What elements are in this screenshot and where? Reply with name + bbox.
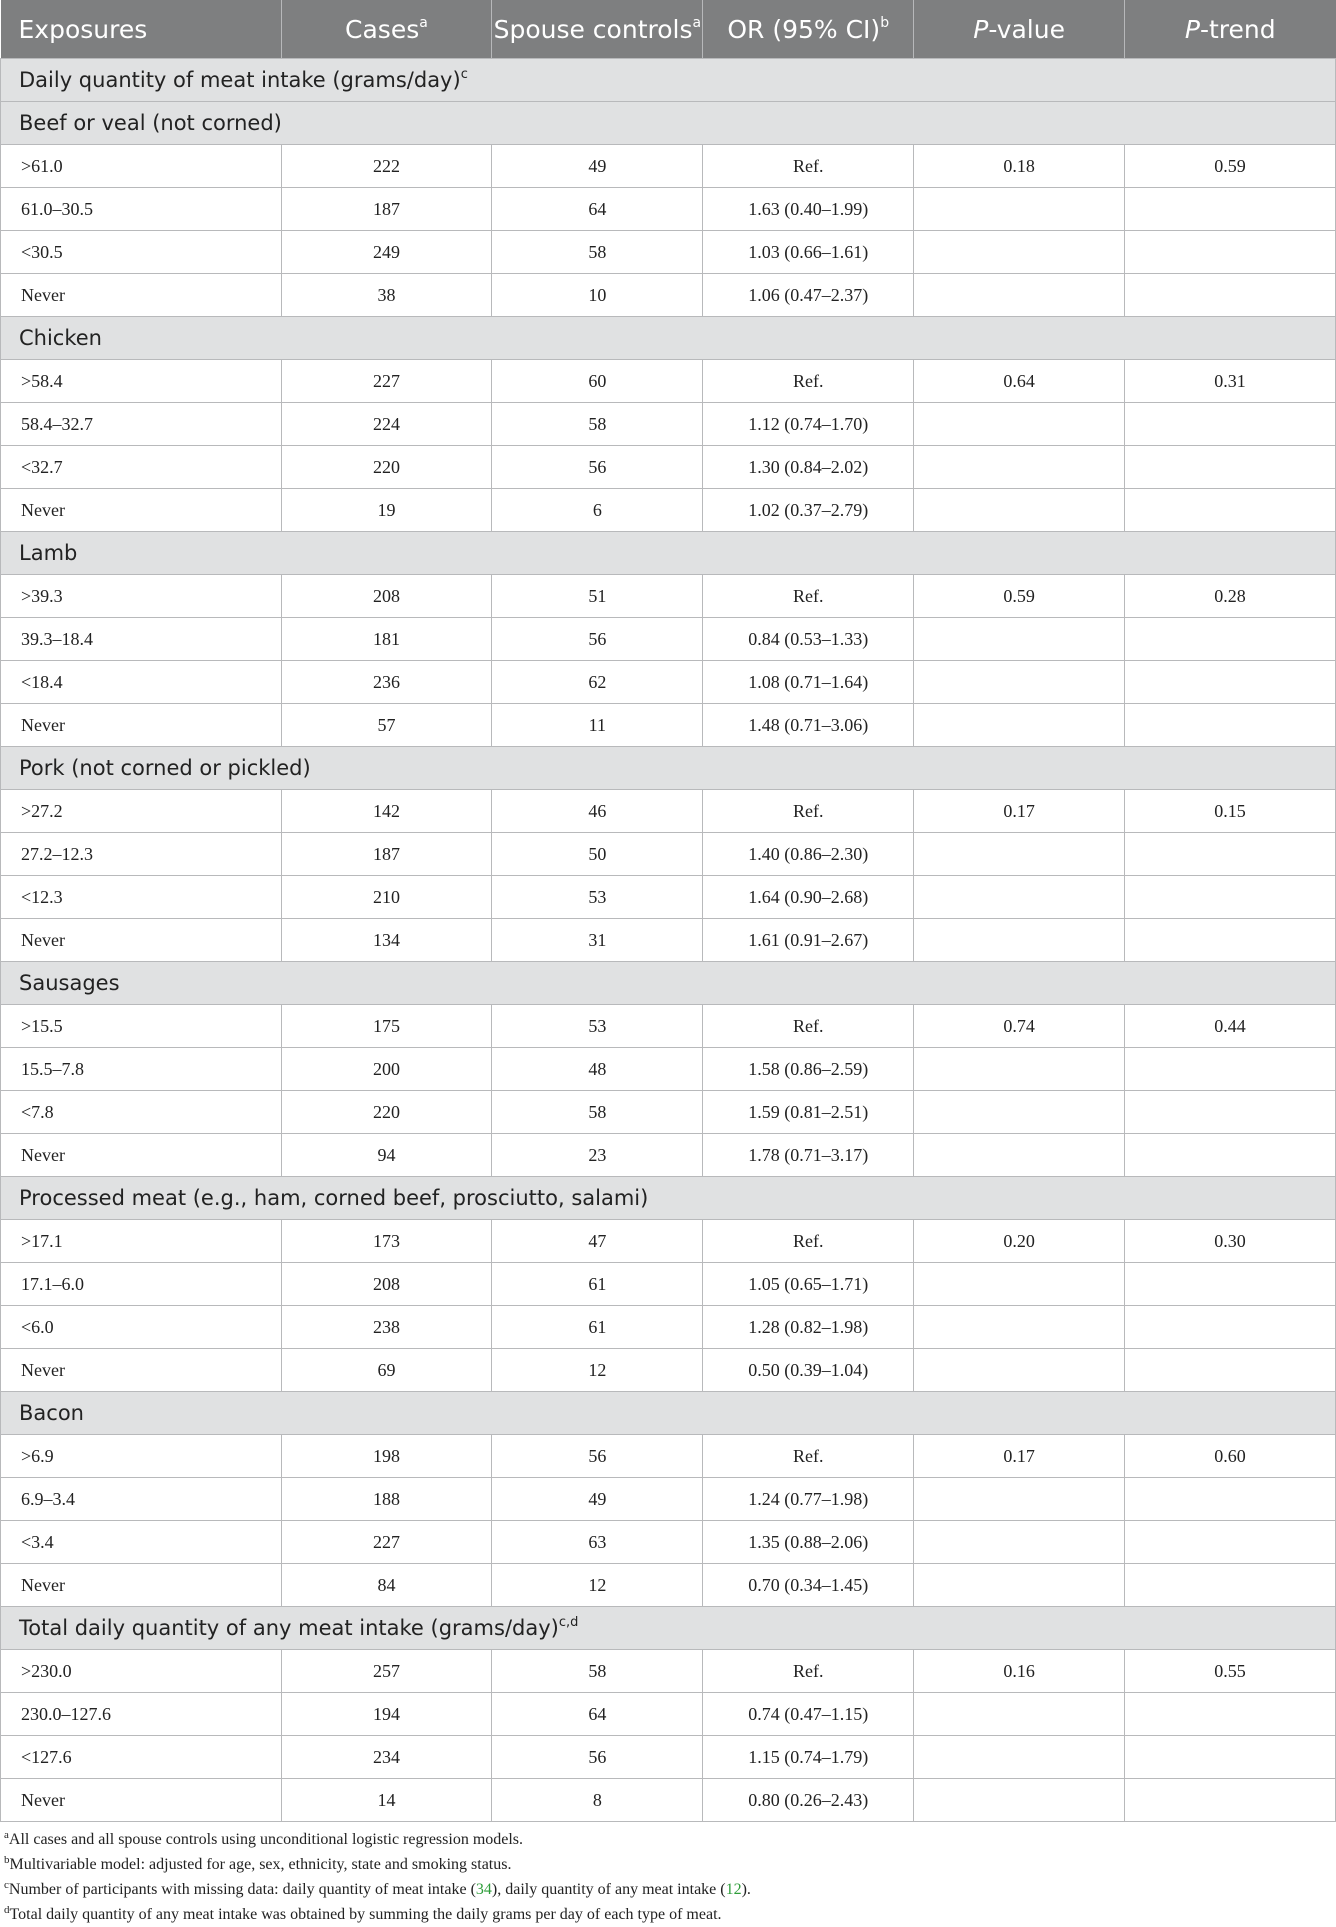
table-row bbox=[1, 1650, 1336, 1693]
table-row bbox=[1, 145, 1336, 188]
table-row bbox=[1, 489, 1336, 532]
p-trend-cell bbox=[1125, 919, 1336, 962]
reference-link-12[interactable]: 12 bbox=[725, 1881, 742, 1898]
p-trend-cell bbox=[1125, 188, 1336, 231]
group-label: Chicken bbox=[1, 317, 1336, 360]
or-ci-cell: 1.40 (0.86–2.30) bbox=[703, 833, 914, 876]
group-header-row bbox=[1, 532, 1336, 575]
p-value-cell bbox=[914, 188, 1125, 231]
group-header-row bbox=[1, 747, 1336, 790]
group-label: Pork (not corned or pickled) bbox=[1, 747, 1336, 790]
exposure-cell: >61.0 bbox=[1, 145, 282, 188]
spouse-controls-cell: 48 bbox=[492, 1048, 703, 1091]
spouse-controls-cell: 61 bbox=[492, 1263, 703, 1306]
p-value-cell bbox=[914, 1478, 1125, 1521]
or-ci-cell: 0.70 (0.34–1.45) bbox=[703, 1564, 914, 1607]
exposure-cell: Never bbox=[1, 704, 282, 747]
cases-cell: 236 bbox=[281, 661, 492, 704]
header-p-value: P-value bbox=[914, 0, 1125, 59]
or-ci-cell: 1.24 (0.77–1.98) bbox=[703, 1478, 914, 1521]
spouse-controls-cell: 60 bbox=[492, 360, 703, 403]
p-trend-cell bbox=[1125, 446, 1336, 489]
cases-cell: 38 bbox=[281, 274, 492, 317]
cases-cell: 181 bbox=[281, 618, 492, 661]
or-ci-cell: 1.48 (0.71–3.06) bbox=[703, 704, 914, 747]
spouse-controls-cell: 58 bbox=[492, 403, 703, 446]
or-ci-cell: 1.58 (0.86–2.59) bbox=[703, 1048, 914, 1091]
exposure-cell: <7.8 bbox=[1, 1091, 282, 1134]
exposure-cell: Never bbox=[1, 489, 282, 532]
group-header-row bbox=[1, 1392, 1336, 1435]
exposure-cell: 6.9–3.4 bbox=[1, 1478, 282, 1521]
group-header-row bbox=[1, 102, 1336, 145]
footnote-d: $^d$Total daily quantity of any meat intake was obtained by summing the daily grams per day of each type of meat. bbox=[4, 1904, 722, 1923]
p-trend-cell bbox=[1125, 1349, 1336, 1392]
spouse-controls-cell: 64 bbox=[492, 188, 703, 231]
cases-cell: 57 bbox=[281, 704, 492, 747]
p-value-cell: 0.74 bbox=[914, 1005, 1125, 1048]
p-value-cell bbox=[914, 618, 1125, 661]
header-exposures: Exposures bbox=[1, 0, 282, 59]
p-value-cell bbox=[914, 403, 1125, 446]
p-trend-cell bbox=[1125, 1521, 1336, 1564]
cases-cell: 238 bbox=[281, 1306, 492, 1349]
cases-cell: 257 bbox=[281, 1650, 492, 1693]
p-trend-cell bbox=[1125, 274, 1336, 317]
cases-cell: 94 bbox=[281, 1134, 492, 1177]
or-ci-cell: 1.61 (0.91–2.67) bbox=[703, 919, 914, 962]
table-row bbox=[1, 876, 1336, 919]
table-row bbox=[1, 1349, 1336, 1392]
spouse-controls-cell: 46 bbox=[492, 790, 703, 833]
exposure-cell: Never bbox=[1, 274, 282, 317]
cases-cell: 227 bbox=[281, 360, 492, 403]
or-ci-cell: 1.28 (0.82–1.98) bbox=[703, 1306, 914, 1349]
cases-cell: 224 bbox=[281, 403, 492, 446]
group-label: Bacon bbox=[1, 1392, 1336, 1435]
group-label: Sausages bbox=[1, 962, 1336, 1005]
cases-cell: 142 bbox=[281, 790, 492, 833]
table-row bbox=[1, 1220, 1336, 1263]
cases-cell: 210 bbox=[281, 876, 492, 919]
exposure-cell: >27.2 bbox=[1, 790, 282, 833]
table-row bbox=[1, 704, 1336, 747]
exposure-cell: <18.4 bbox=[1, 661, 282, 704]
spouse-controls-cell: 58 bbox=[492, 231, 703, 274]
group-header-row bbox=[1, 1177, 1336, 1220]
spouse-controls-cell: 62 bbox=[492, 661, 703, 704]
table-row bbox=[1, 188, 1336, 231]
table-row bbox=[1, 1693, 1336, 1736]
p-value-cell bbox=[914, 274, 1125, 317]
cases-cell: 69 bbox=[281, 1349, 492, 1392]
exposure-cell: 230.0–127.6 bbox=[1, 1693, 282, 1736]
cases-cell: 200 bbox=[281, 1048, 492, 1091]
spouse-controls-cell: 23 bbox=[492, 1134, 703, 1177]
exposure-cell: <127.6 bbox=[1, 1736, 282, 1779]
exposure-cell: >39.3 bbox=[1, 575, 282, 618]
cases-cell: 198 bbox=[281, 1435, 492, 1478]
p-value-cell bbox=[914, 1091, 1125, 1134]
p-trend-cell bbox=[1125, 1779, 1336, 1822]
cases-cell: 220 bbox=[281, 1091, 492, 1134]
spouse-controls-cell: 56 bbox=[492, 1435, 703, 1478]
exposure-cell: >17.1 bbox=[1, 1220, 282, 1263]
p-trend-cell bbox=[1125, 876, 1336, 919]
p-value-cell bbox=[914, 1349, 1125, 1392]
spouse-controls-cell: 6 bbox=[492, 489, 703, 532]
cases-cell: 14 bbox=[281, 1779, 492, 1822]
exposure-cell: <3.4 bbox=[1, 1521, 282, 1564]
spouse-controls-cell: 12 bbox=[492, 1349, 703, 1392]
cases-cell: 234 bbox=[281, 1736, 492, 1779]
spouse-controls-cell: 64 bbox=[492, 1693, 703, 1736]
group-label: Total daily quantity of any meat intake (grams/day)$^{c,d}$ bbox=[1, 1607, 1336, 1650]
table-row bbox=[1, 919, 1336, 962]
or-ci-cell: 1.30 (0.84–2.02) bbox=[703, 446, 914, 489]
spouse-controls-cell: 58 bbox=[492, 1091, 703, 1134]
p-trend-cell bbox=[1125, 1306, 1336, 1349]
p-trend-cell: 0.31 bbox=[1125, 360, 1336, 403]
exposure-cell: Never bbox=[1, 1349, 282, 1392]
or-ci-cell: 0.80 (0.26–2.43) bbox=[703, 1779, 914, 1822]
group-header-row bbox=[1, 1607, 1336, 1650]
exposure-cell: >15.5 bbox=[1, 1005, 282, 1048]
exposure-cell: >230.0 bbox=[1, 1650, 282, 1693]
table-row bbox=[1, 1736, 1336, 1779]
table-row bbox=[1, 1779, 1336, 1822]
exposure-cell: 61.0–30.5 bbox=[1, 188, 282, 231]
cases-cell: 187 bbox=[281, 833, 492, 876]
p-value-cell bbox=[914, 1693, 1125, 1736]
spouse-controls-cell: 49 bbox=[492, 1478, 703, 1521]
p-value-cell: 0.64 bbox=[914, 360, 1125, 403]
p-value-cell bbox=[914, 661, 1125, 704]
exposure-cell: <12.3 bbox=[1, 876, 282, 919]
footnote-a: $^a$All cases and all spouse controls using unconditional logistic regression models. bbox=[4, 1829, 524, 1848]
main-section-label: Daily quantity of meat intake (grams/day)$^c$ bbox=[1, 59, 1336, 102]
header-p-trend: P-trend bbox=[1125, 0, 1336, 59]
group-label: Processed meat (e.g., ham, corned beef, prosciutto, salami) bbox=[1, 1177, 1336, 1220]
or-ci-cell: 0.50 (0.39–1.04) bbox=[703, 1349, 914, 1392]
table-footnotes bbox=[0, 1822, 1336, 1927]
cases-cell: 187 bbox=[281, 188, 492, 231]
spouse-controls-cell: 31 bbox=[492, 919, 703, 962]
or-ci-cell: Ref. bbox=[703, 1220, 914, 1263]
p-value-cell bbox=[914, 1521, 1125, 1564]
spouse-controls-cell: 11 bbox=[492, 704, 703, 747]
p-trend-cell bbox=[1125, 661, 1336, 704]
cases-cell: 194 bbox=[281, 1693, 492, 1736]
exposure-cell: 17.1–6.0 bbox=[1, 1263, 282, 1306]
table-row bbox=[1, 360, 1336, 403]
table-row bbox=[1, 1306, 1336, 1349]
p-value-cell: 0.16 bbox=[914, 1650, 1125, 1693]
cases-cell: 188 bbox=[281, 1478, 492, 1521]
spouse-controls-cell: 56 bbox=[492, 1736, 703, 1779]
cases-cell: 227 bbox=[281, 1521, 492, 1564]
table-row bbox=[1, 1263, 1336, 1306]
cases-cell: 84 bbox=[281, 1564, 492, 1607]
footnote-c: $^c$Number of participants with missing data: daily quantity of meat intake (34), daily quantity of any meat intake (12). bbox=[4, 1879, 751, 1898]
p-trend-cell: 0.30 bbox=[1125, 1220, 1336, 1263]
p-value-cell bbox=[914, 833, 1125, 876]
spouse-controls-cell: 61 bbox=[492, 1306, 703, 1349]
reference-link-34[interactable]: 34 bbox=[475, 1881, 492, 1898]
table-row bbox=[1, 274, 1336, 317]
p-value-cell bbox=[914, 876, 1125, 919]
table-row bbox=[1, 1478, 1336, 1521]
cases-cell: 173 bbox=[281, 1220, 492, 1263]
exposure-cell: >6.9 bbox=[1, 1435, 282, 1478]
header-or-ci: OR (95% CI)$^b$ bbox=[703, 0, 914, 59]
exposure-cell: Never bbox=[1, 1134, 282, 1177]
or-ci-cell: Ref. bbox=[703, 1435, 914, 1478]
p-trend-cell: 0.15 bbox=[1125, 790, 1336, 833]
p-value-cell bbox=[914, 1736, 1125, 1779]
cases-cell: 208 bbox=[281, 1263, 492, 1306]
spouse-controls-cell: 56 bbox=[492, 446, 703, 489]
p-trend-cell bbox=[1125, 1736, 1336, 1779]
header-spouse-controls: Spouse controls$^a$ bbox=[492, 0, 703, 59]
p-trend-cell: 0.59 bbox=[1125, 145, 1336, 188]
p-trend-cell bbox=[1125, 1263, 1336, 1306]
table-row bbox=[1, 1134, 1336, 1177]
p-trend-cell bbox=[1125, 704, 1336, 747]
table-row bbox=[1, 1048, 1336, 1091]
group-header-row bbox=[1, 962, 1336, 1005]
or-ci-cell: 1.59 (0.81–2.51) bbox=[703, 1091, 914, 1134]
p-value-cell bbox=[914, 1306, 1125, 1349]
or-ci-cell: 1.64 (0.90–2.68) bbox=[703, 876, 914, 919]
table-row bbox=[1, 403, 1336, 446]
table-row bbox=[1, 1521, 1336, 1564]
or-ci-cell: Ref. bbox=[703, 790, 914, 833]
spouse-controls-cell: 47 bbox=[492, 1220, 703, 1263]
table-row bbox=[1, 790, 1336, 833]
or-ci-cell: 1.02 (0.37–2.79) bbox=[703, 489, 914, 532]
exposure-cell: <6.0 bbox=[1, 1306, 282, 1349]
p-trend-cell bbox=[1125, 489, 1336, 532]
spouse-controls-cell: 53 bbox=[492, 876, 703, 919]
p-value-cell: 0.17 bbox=[914, 1435, 1125, 1478]
p-value-cell bbox=[914, 1134, 1125, 1177]
cases-cell: 222 bbox=[281, 145, 492, 188]
or-ci-cell: 1.78 (0.71–3.17) bbox=[703, 1134, 914, 1177]
cases-cell: 249 bbox=[281, 231, 492, 274]
spouse-controls-cell: 58 bbox=[492, 1650, 703, 1693]
exposure-cell: Never bbox=[1, 919, 282, 962]
p-trend-cell bbox=[1125, 618, 1336, 661]
exposure-cell: <32.7 bbox=[1, 446, 282, 489]
p-value-cell bbox=[914, 919, 1125, 962]
p-trend-cell bbox=[1125, 1134, 1336, 1177]
table-row bbox=[1, 1435, 1336, 1478]
p-value-cell bbox=[914, 1779, 1125, 1822]
spouse-controls-cell: 49 bbox=[492, 145, 703, 188]
exposure-cell: 58.4–32.7 bbox=[1, 403, 282, 446]
p-value-cell: 0.59 bbox=[914, 575, 1125, 618]
group-label: Beef or veal (not corned) bbox=[1, 102, 1336, 145]
or-ci-cell: 1.03 (0.66–1.61) bbox=[703, 231, 914, 274]
p-value-cell bbox=[914, 704, 1125, 747]
spouse-controls-cell: 8 bbox=[492, 1779, 703, 1822]
p-trend-cell bbox=[1125, 1564, 1336, 1607]
cases-cell: 220 bbox=[281, 446, 492, 489]
spouse-controls-cell: 51 bbox=[492, 575, 703, 618]
exposure-cell: Never bbox=[1, 1779, 282, 1822]
header-cases: Cases$^a$ bbox=[281, 0, 492, 59]
table-row bbox=[1, 446, 1336, 489]
or-ci-cell: 0.84 (0.53–1.33) bbox=[703, 618, 914, 661]
or-ci-cell: 1.15 (0.74–1.79) bbox=[703, 1736, 914, 1779]
table-row bbox=[1, 231, 1336, 274]
p-trend-cell bbox=[1125, 1478, 1336, 1521]
p-value-cell: 0.17 bbox=[914, 790, 1125, 833]
header-row bbox=[1, 0, 1336, 59]
p-trend-cell: 0.44 bbox=[1125, 1005, 1336, 1048]
p-trend-cell bbox=[1125, 231, 1336, 274]
p-trend-cell: 0.60 bbox=[1125, 1435, 1336, 1478]
table-body bbox=[1, 59, 1336, 1822]
or-ci-cell: 1.08 (0.71–1.64) bbox=[703, 661, 914, 704]
p-value-cell bbox=[914, 1048, 1125, 1091]
or-ci-cell: Ref. bbox=[703, 1005, 914, 1048]
or-ci-cell: Ref. bbox=[703, 360, 914, 403]
exposure-cell: Never bbox=[1, 1564, 282, 1607]
table-row bbox=[1, 1564, 1336, 1607]
p-value-cell bbox=[914, 1263, 1125, 1306]
p-value-cell: 0.18 bbox=[914, 145, 1125, 188]
p-trend-cell bbox=[1125, 1091, 1336, 1134]
group-label: Lamb bbox=[1, 532, 1336, 575]
table-row bbox=[1, 618, 1336, 661]
p-trend-cell bbox=[1125, 1693, 1336, 1736]
spouse-controls-cell: 63 bbox=[492, 1521, 703, 1564]
or-ci-cell: 1.63 (0.40–1.99) bbox=[703, 188, 914, 231]
main-section-row bbox=[1, 59, 1336, 102]
or-ci-cell: 1.06 (0.47–2.37) bbox=[703, 274, 914, 317]
cases-cell: 175 bbox=[281, 1005, 492, 1048]
p-value-cell bbox=[914, 1564, 1125, 1607]
p-trend-cell bbox=[1125, 403, 1336, 446]
p-value-cell bbox=[914, 446, 1125, 489]
exposure-cell: 27.2–12.3 bbox=[1, 833, 282, 876]
table-row bbox=[1, 1005, 1336, 1048]
table-row bbox=[1, 1091, 1336, 1134]
p-value-cell: 0.20 bbox=[914, 1220, 1125, 1263]
exposure-cell: 15.5–7.8 bbox=[1, 1048, 282, 1091]
p-trend-cell bbox=[1125, 1048, 1336, 1091]
table-row bbox=[1, 833, 1336, 876]
spouse-controls-cell: 56 bbox=[492, 618, 703, 661]
spouse-controls-cell: 10 bbox=[492, 274, 703, 317]
exposure-cell: <30.5 bbox=[1, 231, 282, 274]
p-trend-cell bbox=[1125, 833, 1336, 876]
cases-cell: 19 bbox=[281, 489, 492, 532]
cases-cell: 134 bbox=[281, 919, 492, 962]
exposure-cell: >58.4 bbox=[1, 360, 282, 403]
or-ci-cell: Ref. bbox=[703, 575, 914, 618]
or-ci-cell: Ref. bbox=[703, 145, 914, 188]
p-trend-cell: 0.55 bbox=[1125, 1650, 1336, 1693]
table-header bbox=[1, 0, 1336, 59]
exposure-cell: 39.3–18.4 bbox=[1, 618, 282, 661]
or-ci-cell: 0.74 (0.47–1.15) bbox=[703, 1693, 914, 1736]
spouse-controls-cell: 12 bbox=[492, 1564, 703, 1607]
or-ci-cell: 1.05 (0.65–1.71) bbox=[703, 1263, 914, 1306]
footnote-b: $^b$Multivariable model: adjusted for age, sex, ethnicity, state and smoking status. bbox=[4, 1854, 512, 1873]
cases-cell: 208 bbox=[281, 575, 492, 618]
p-value-cell bbox=[914, 489, 1125, 532]
or-ci-cell: Ref. bbox=[703, 1650, 914, 1693]
p-trend-cell: 0.28 bbox=[1125, 575, 1336, 618]
or-ci-cell: 1.12 (0.74–1.70) bbox=[703, 403, 914, 446]
table-row bbox=[1, 661, 1336, 704]
spouse-controls-cell: 53 bbox=[492, 1005, 703, 1048]
or-ci-cell: 1.35 (0.88–2.06) bbox=[703, 1521, 914, 1564]
spouse-controls-cell: 50 bbox=[492, 833, 703, 876]
group-header-row bbox=[1, 317, 1336, 360]
p-value-cell bbox=[914, 231, 1125, 274]
table-row bbox=[1, 575, 1336, 618]
